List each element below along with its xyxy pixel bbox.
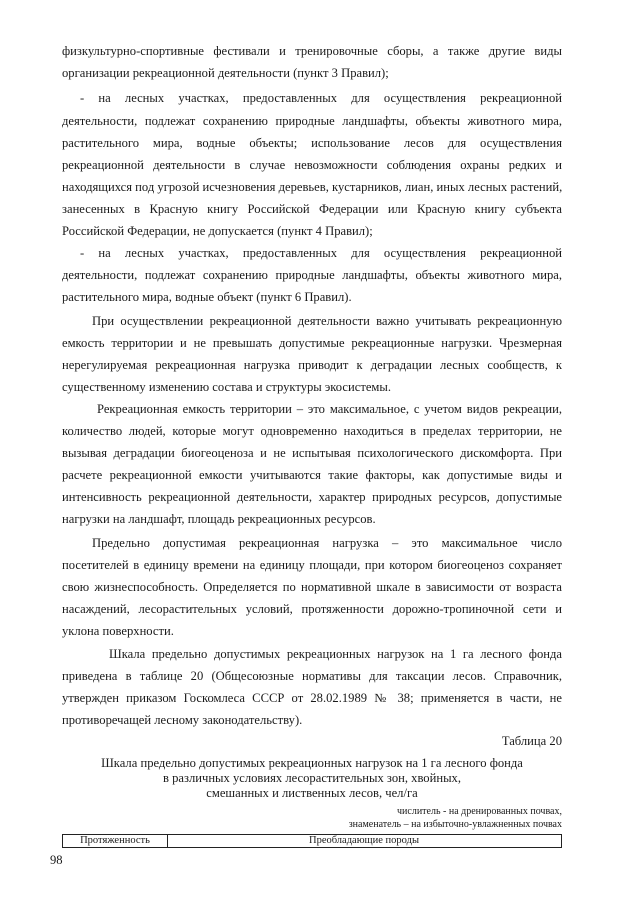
paragraph-line: расчете рекреационной емкости учитываются такие факторы, как допустимые виды и: [62, 468, 562, 482]
paragraph-line: организации рекреационной деятельности (пункт 3 Правил);: [62, 66, 389, 80]
paragraph-line: насаждений, лесорастительных условий, протяженности дорожно-тропиночной сети и: [62, 602, 562, 616]
table-title-line: в различных условиях лесорастительных зон, хвойных,: [163, 771, 461, 785]
table-header-length: Протяженность: [63, 835, 168, 847]
table-title-line: Шкала предельно допустимых рекреационных нагрузок на 1 га лесного фонда: [101, 756, 523, 770]
paragraph-line: растительного мира, водные объекты; использование лесов для осуществления: [62, 136, 562, 150]
paragraph-line: находящихся под угрозой исчезновения деревьев, кустарников, лиан, иных лесных растений,: [62, 180, 563, 194]
paragraph-line: Российской Федерации, не допускается (пункт 4 Правил);: [62, 224, 373, 238]
paragraph-line: свою жизнеспособность. Определяется по нормативной шкале в зависимости от возраста: [62, 580, 562, 594]
paragraph-line: При осуществлении рекреационной деятельности важно учитывать рекреационную: [92, 314, 562, 328]
paragraph-line: - на лесных участках, предоставленных для осуществления рекреационной: [80, 91, 562, 105]
paragraph-line: приведена в таблице 20 (Общесоюзные нормативы для таксации лесов. Справочник,: [62, 669, 562, 683]
paragraph-line: - на лесных участках, предоставленных для осуществления рекреационной: [80, 246, 562, 260]
paragraph-line: Предельно допустимая рекреационная нагрузка – это максимальное число: [92, 536, 562, 550]
paragraph-line: существенному изменению состава и структуры экосистемы.: [62, 380, 391, 394]
paragraph-line: нерегулируемая рекреационная нагрузка приводит к деградации лесных сообществ, к: [62, 358, 562, 372]
paragraph-line: деятельности, подлежат сохранению природные ландшафты, объекты животного мира,: [62, 114, 562, 128]
table-caption: Таблица 20: [501, 734, 562, 748]
table-title-line: смешанных и лиственных лесов, чел/га: [206, 786, 418, 800]
paragraph-line: занесенных в Красную книгу Российской Федерации или Красную книгу субъекта: [62, 202, 562, 216]
table-header-species: Преобладающие породы: [308, 835, 420, 846]
paragraph-line: растительного мира, водные объект (пункт 6 Правил).: [62, 290, 352, 304]
paragraph-line: рекреационной деятельности в случае невозможности соблюдения охраны редких и: [62, 158, 562, 172]
paragraph-line: утвержден приказом Госкомлеса СССР от 28.02.1989 № 38; применяется в части, не: [62, 691, 562, 705]
paragraph-line: противоречащей лесному законодательству).: [62, 713, 303, 727]
paragraph-line: физкультурно-спортивные фестивали и тренировочные сборы, а также другие виды: [62, 44, 562, 58]
page-number: 98: [50, 853, 63, 867]
paragraph-line: деятельности, подлежат сохранению природные ландшафты, объекты животного мира,: [62, 268, 562, 282]
paragraph-line: количество людей, которые могут одновременно находиться в пределах территории, не: [62, 424, 562, 438]
paragraph-line: уклона поверхности.: [62, 624, 174, 638]
paragraph-line: интенсивность рекреационной деятельности, характер природных ресурсов, допустимые: [62, 490, 562, 504]
table-note: знаменатель – на избыточно-увлажненных почвах: [348, 819, 562, 830]
paragraph-line: Рекреационная емкость территории – это максимальное, с учетом видов рекреации,: [97, 402, 562, 416]
paragraph-line: Шкала предельно допустимых рекреационных нагрузок на 1 га лесного фонда: [109, 647, 562, 661]
table-note: числитель - на дренированных почвах,: [397, 806, 562, 817]
table-header-row: [62, 834, 562, 848]
paragraph-line: посетителей в единицу времени на единицу площади, при котором биогеоценоз сохраняет: [62, 558, 562, 572]
paragraph-line: вызывая деградации биогеоценоза и не испытывая психологического дискомфорта. При: [62, 446, 562, 460]
paragraph-line: нагрузки на ландшафт, площадь рекреационных ресурсов.: [62, 512, 376, 526]
paragraph-line: емкость территории и не превышать допустимые рекреационные нагрузки. Чрезмерная: [62, 336, 562, 350]
